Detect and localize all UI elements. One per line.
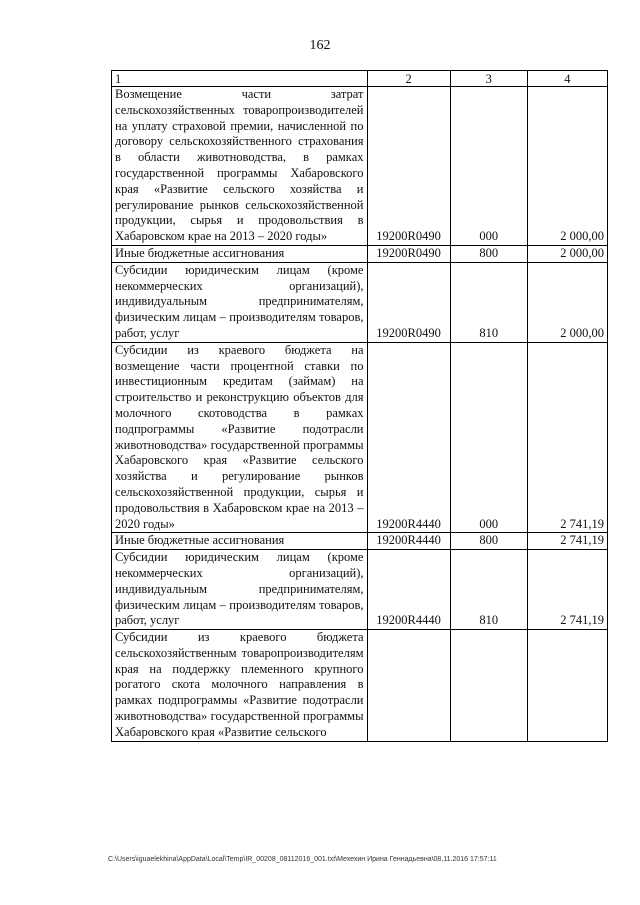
row-target-code: 19200R0490 [367, 262, 450, 342]
row-expense-type: 000 [450, 342, 527, 533]
page-number: 162 [309, 38, 331, 53]
row-expense-type: 810 [450, 262, 527, 342]
table-row [112, 342, 608, 533]
row-amount [527, 630, 607, 742]
row-amount: 2 000,00 [527, 245, 607, 262]
row-amount: 2 741,19 [527, 550, 607, 630]
row-target-code: 19200R4440 [367, 533, 450, 550]
row-description: Возмещение части затрат сельскохозяйственных товаропроизводителей на уплату страховой премии, начисленной по договору сельскохозяйственного страхования в области животноводства, в рамках государственной программы Хабаровского края «Развитие сельского хозяйства и регулирование рынков сельскохозяйственной продукции, сырья и продовольствия в Хабаровском крае на 2013 – 2020 годы» [112, 87, 368, 246]
table-row [112, 550, 608, 630]
row-expense-type: 000 [450, 87, 527, 246]
header-col-2: 2 [367, 71, 450, 87]
table-row [112, 87, 608, 246]
header-col-1: 1 [112, 71, 368, 87]
row-target-code: 19200R4440 [367, 550, 450, 630]
row-expense-type [450, 630, 527, 742]
row-target-code: 19200R0490 [367, 245, 450, 262]
header-col-4: 4 [527, 71, 607, 87]
table-row [112, 533, 608, 550]
row-description: Субсидии юридическим лицам (кроме некоммерческих организаций), индивидуальным предпринимателям, физическим лицам – производителям товаров, работ, услуг [112, 550, 368, 630]
row-description: Субсидии из краевого бюджета на возмещение части процентной ставки по инвестиционным кредитам (займам) на строительство и реконструкцию объектов для молочного скотоводства в рамках подпрограммы «Развитие подотрасли животноводства» государственной программы Хабаровского края «Развитие сельского хозяйства и регулирование рынков сельскохозяйственной продукции, сырья и продовольствия в Хабаровском крае на 2013 – 2020 годы» [112, 342, 368, 533]
row-amount: 2 741,19 [527, 342, 607, 533]
row-target-code: 19200R0490 [367, 87, 450, 246]
table-row [112, 630, 608, 742]
row-target-code: 19200R4440 [367, 342, 450, 533]
table-row [112, 245, 608, 262]
row-description: Иные бюджетные ассигнования [112, 245, 368, 262]
row-description: Субсидии юридическим лицам (кроме некоммерческих организаций), индивидуальным предпринимателям, физическим лицам – производителям товаров, работ, услуг [112, 262, 368, 342]
row-expense-type: 800 [450, 533, 527, 550]
row-amount: 2 741,19 [527, 533, 607, 550]
row-expense-type: 800 [450, 245, 527, 262]
row-expense-type: 810 [450, 550, 527, 630]
row-amount: 2 000,00 [527, 87, 607, 246]
table-row [112, 262, 608, 342]
budget-table [111, 70, 608, 742]
row-description: Субсидии из краевого бюджета сельскохозяйственным товаропроизводителям края на поддержку племенного крупного рогатого скота молочного направления в рамках подпрограммы «Развитие подотрасли животноводства» государственной программы Хабаровского края «Развитие сельского [112, 630, 368, 742]
row-target-code [367, 630, 450, 742]
table-header-row [112, 71, 608, 87]
row-amount: 2 000,00 [527, 262, 607, 342]
header-col-3: 3 [450, 71, 527, 87]
footer-file-path: C:\Users\iguaelekhina\AppData\Local\Temp\IR_00208_08112016_001.txt\Мехехин Ирина Геннадьевна\08.11.2016 17:57:11 [108, 856, 497, 863]
row-description: Иные бюджетные ассигнования [112, 533, 368, 550]
